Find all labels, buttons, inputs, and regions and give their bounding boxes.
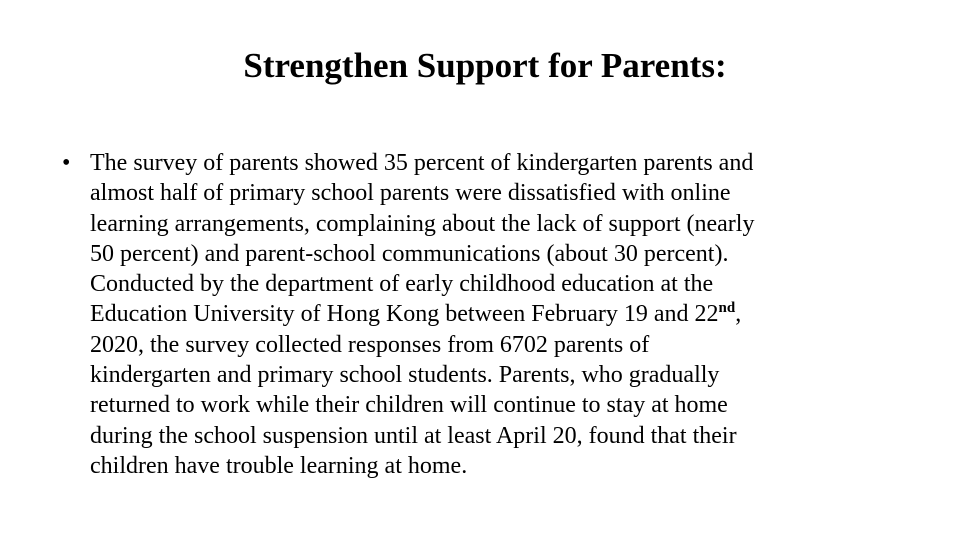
bullet-line-4: 50 percent) and parent-school communications (about 30 percent).	[90, 240, 729, 267]
bullet-line-6-comma: ,	[735, 301, 742, 328]
ordinal-suffix: nd	[718, 300, 736, 317]
bullet-line-3: learning arrangements, complaining about the lack of support (nearly	[90, 210, 755, 237]
bullet-list	[62, 148, 882, 481]
bullet-marker: •	[62, 150, 71, 176]
bullet-line-10: during the school suspension until at least April 20, found that their	[90, 422, 737, 449]
bullet-line-9: returned to work while their children will continue to stay at home	[90, 392, 728, 419]
bullet-line-5: Conducted by the department of early childhood education at the	[90, 271, 714, 298]
bullet-item	[62, 148, 882, 481]
bullet-line-2: almost half of primary school parents were dissatisfied with online	[90, 180, 731, 207]
bullet-line-1: The survey of parents showed 35 percent of kindergarten parents and	[90, 150, 754, 176]
slide-title: Strengthen Support for Parents:	[243, 46, 727, 85]
bullet-line-11: children have trouble learning at home.	[90, 452, 468, 479]
bullet-line-8: kindergarten and primary school students. Parents, who gradually	[90, 362, 720, 389]
bullet-line-6-text: Education University of Hong Kong between February 19 and 22	[90, 301, 719, 328]
bullet-line-6	[90, 299, 882, 329]
bullet-line-7: 2020, the survey collected responses from 6702 parents of	[90, 331, 650, 358]
